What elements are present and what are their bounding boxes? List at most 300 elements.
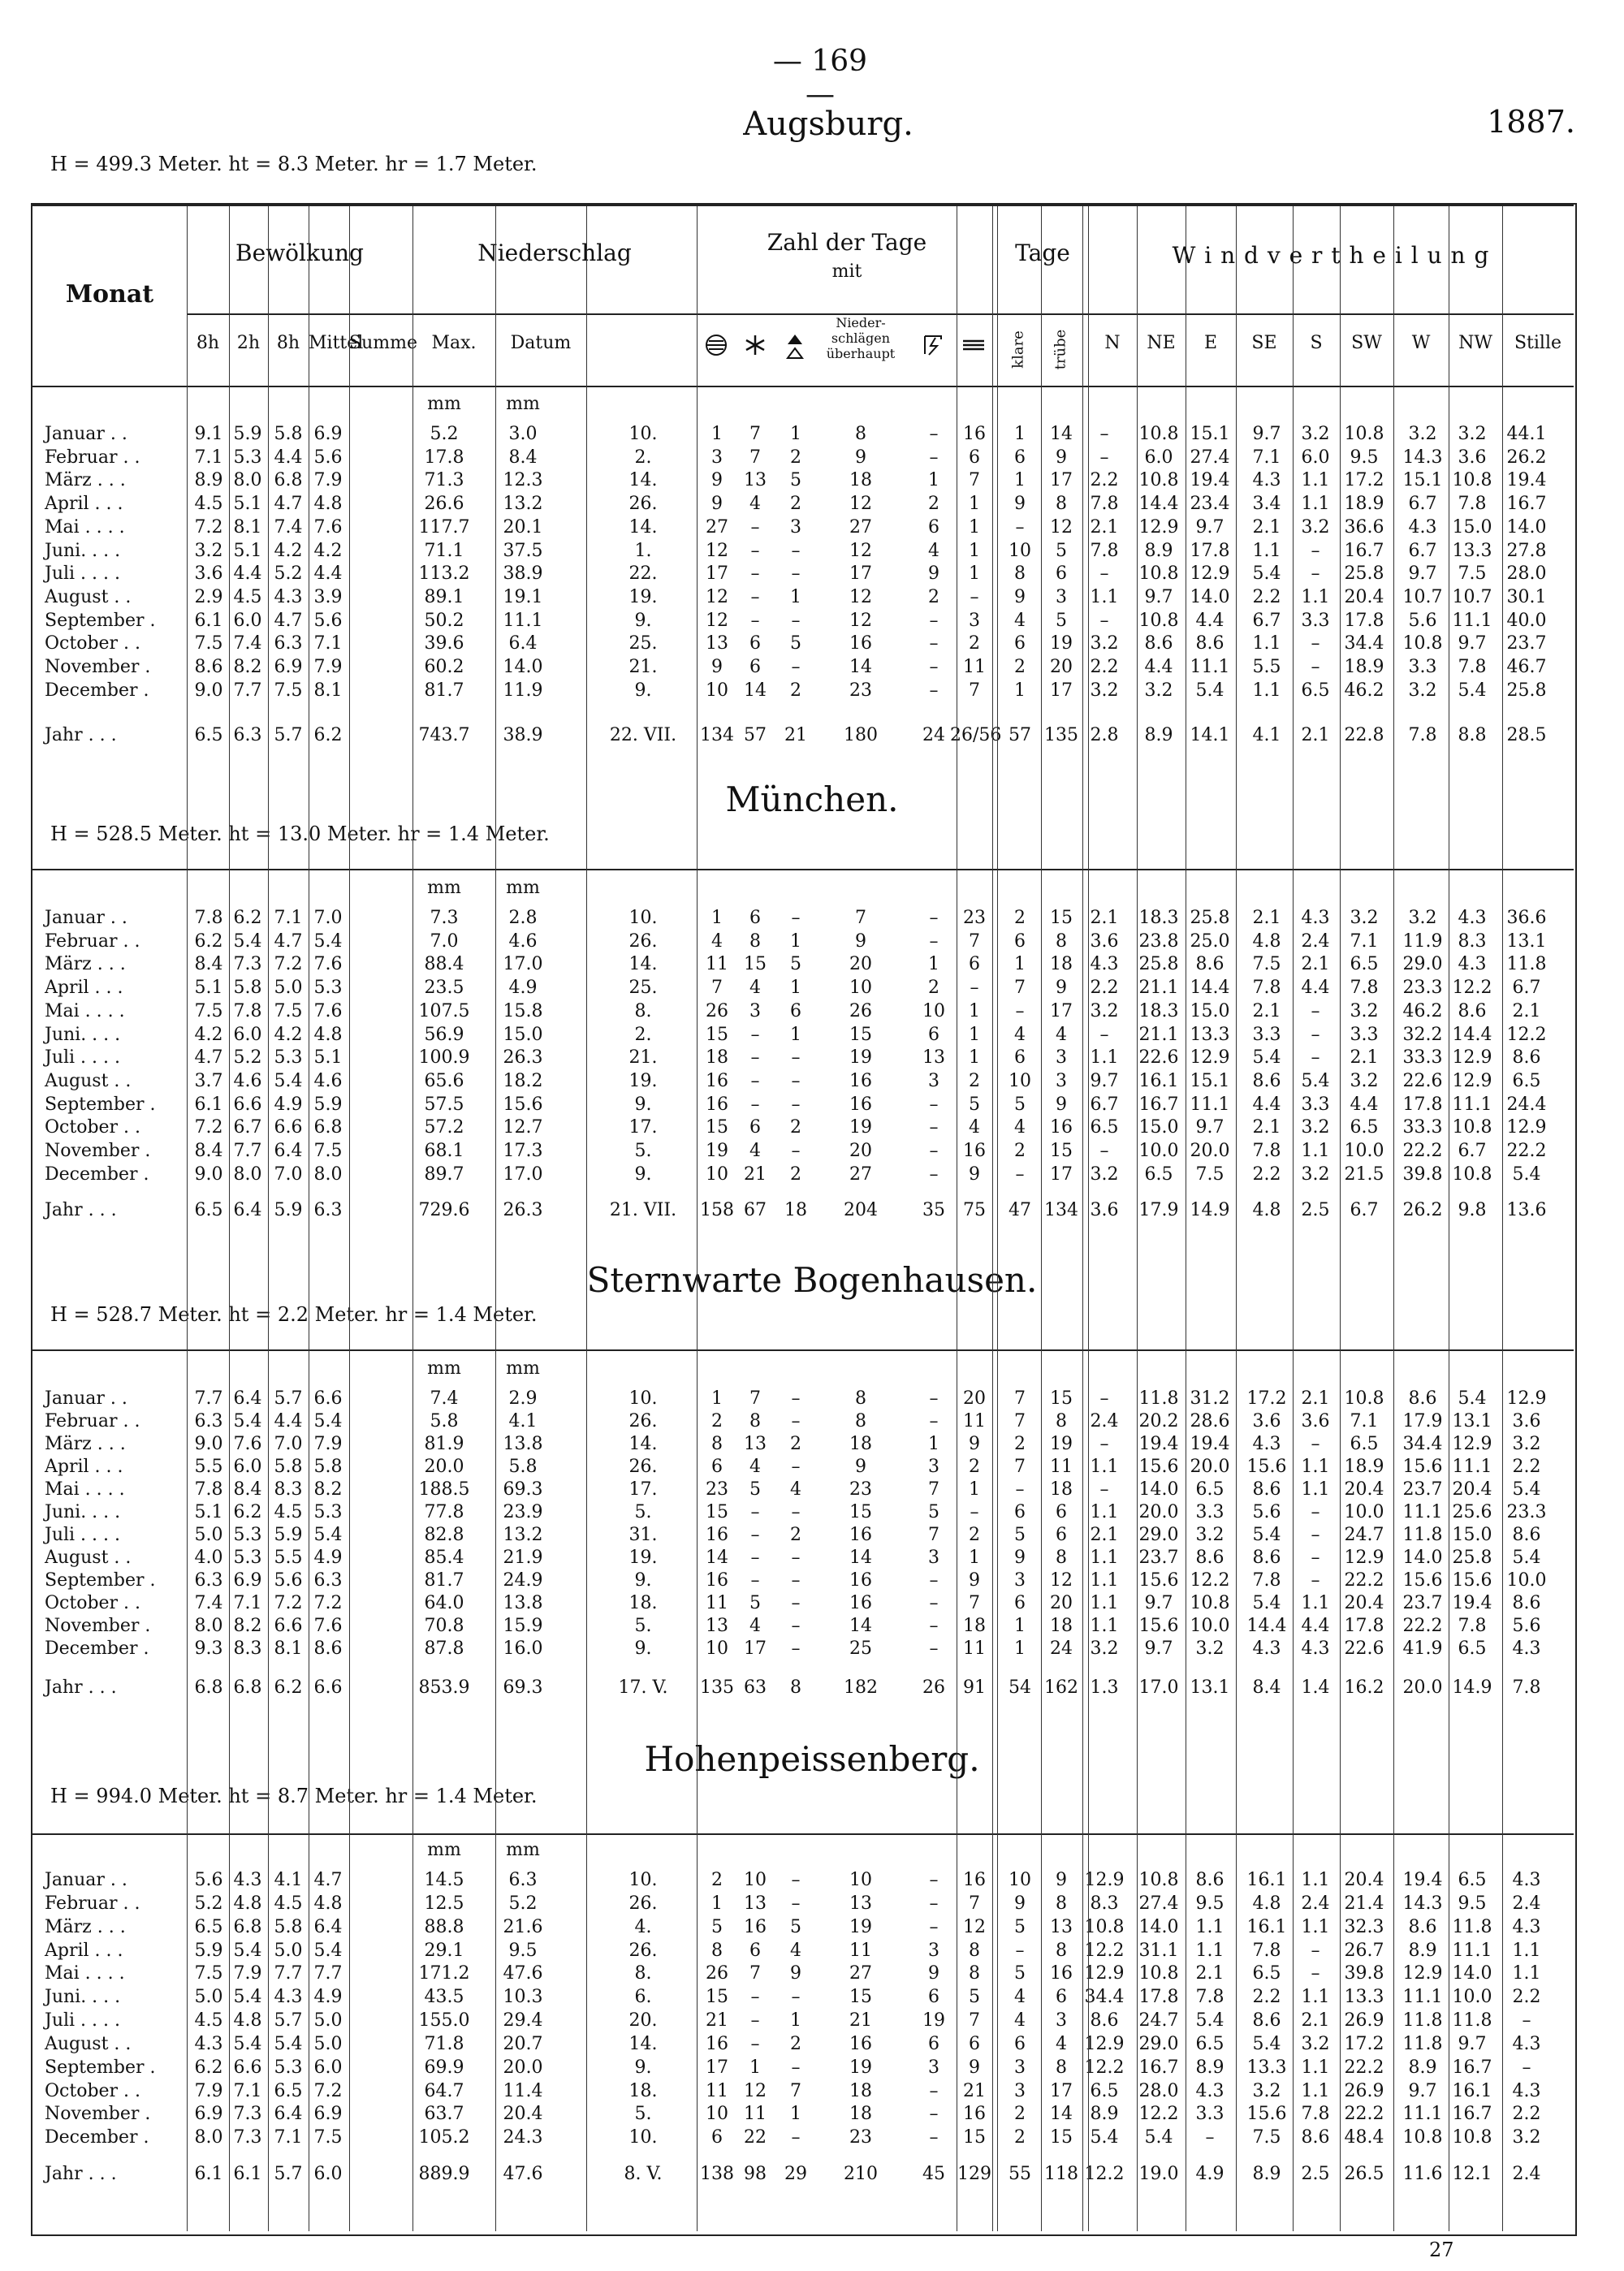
- table-cell: –: [750, 2010, 760, 2031]
- table-cell: 4.3: [1301, 1638, 1330, 1659]
- month-label: September .: [45, 610, 156, 631]
- table-cell: 71.8: [424, 2033, 464, 2054]
- table-cell: –: [1311, 1525, 1320, 1545]
- table-cell: 7: [928, 1525, 939, 1545]
- table-cell: 2.4: [1301, 930, 1330, 952]
- table-cell: 3.2: [1350, 908, 1379, 928]
- table-cell: 10.8: [1084, 1916, 1125, 1937]
- table-cell: 17: [744, 1638, 767, 1659]
- table-cell: 5: [749, 1593, 761, 1613]
- table-cell: 3.6: [1458, 447, 1487, 468]
- table-cell: 15: [706, 1024, 728, 1045]
- table-cell: 9.: [634, 610, 652, 631]
- table-cell: 3.2: [1512, 2127, 1541, 2148]
- table-cell: 7.1: [194, 447, 223, 468]
- table-cell: 15.6: [1452, 1570, 1492, 1591]
- table-cell: 6.9: [313, 2104, 343, 2125]
- table-cell: 12.9: [1138, 516, 1179, 538]
- table-cell: 7.4: [233, 633, 262, 654]
- year-total-cell: 26.3: [503, 1200, 543, 1220]
- table-cell: 18: [706, 1047, 728, 1069]
- table-cell: 14: [849, 657, 872, 677]
- table-cell: 4: [969, 1117, 980, 1138]
- table-cell: 5.8: [430, 1411, 459, 1431]
- table-cell: 4.7: [313, 1870, 343, 1890]
- sub-8h-evening: 8h: [276, 333, 300, 353]
- grid-line: [349, 206, 350, 2231]
- table-cell: 5.6: [1408, 610, 1437, 631]
- table-cell: 4: [1014, 1117, 1026, 1138]
- table-cell: 13.8: [503, 1434, 543, 1454]
- table-cell: 21.1: [1138, 1024, 1179, 1045]
- year-total-cell: 16.2: [1344, 1677, 1384, 1698]
- table-cell: 10.8: [1138, 424, 1179, 444]
- table-cell: 19.4: [1138, 1434, 1179, 1454]
- table-cell: 4.2: [274, 540, 303, 561]
- table-cell: 19.4: [1190, 1434, 1230, 1454]
- table-cell: 17: [1050, 2080, 1073, 2101]
- table-cell: 6.8: [233, 1916, 262, 1937]
- table-cell: 8.0: [194, 2127, 223, 2148]
- table-cell: –: [750, 1094, 760, 1115]
- table-cell: –: [1311, 633, 1320, 654]
- table-cell: 3.2: [1252, 2080, 1281, 2101]
- sub-wind-stille: Stille: [1514, 333, 1562, 353]
- unit-summe: mm: [427, 394, 461, 414]
- table-cell: 10.8: [1344, 424, 1384, 444]
- table-cell: 20: [1050, 657, 1073, 677]
- table-cell: 16: [849, 1593, 872, 1613]
- table-cell: 1.1: [1252, 633, 1281, 654]
- table-cell: 2.8: [508, 908, 538, 928]
- table-cell: 15: [849, 1987, 872, 2008]
- table-cell: 5.4: [313, 1525, 343, 1545]
- table-cell: 8: [711, 1434, 723, 1454]
- table-cell: 13.8: [503, 1593, 543, 1613]
- table-cell: –: [929, 930, 939, 952]
- table-cell: 7.6: [313, 954, 343, 975]
- table-cell: 2: [1014, 1141, 1026, 1161]
- table-cell: 9.7: [1195, 516, 1224, 538]
- month-label: Juni. . . .: [45, 1024, 121, 1045]
- table-cell: 8.6: [1195, 1548, 1224, 1568]
- table-cell: 64.7: [424, 2080, 464, 2101]
- month-label: Februar . .: [45, 930, 140, 952]
- table-cell: 15.1: [1190, 424, 1230, 444]
- table-cell: 7.1: [1350, 930, 1379, 952]
- table-cell: 16: [706, 1070, 728, 1091]
- table-cell: 7.3: [233, 2127, 262, 2148]
- table-cell: 5.9: [313, 1094, 343, 1115]
- table-cell: 23.3: [1402, 978, 1443, 999]
- table-cell: 71.3: [424, 470, 464, 491]
- table-cell: 12: [744, 2080, 767, 2101]
- table-cell: 6.5: [1195, 2033, 1224, 2054]
- table-cell: 4.6: [233, 1070, 262, 1091]
- table-cell: 15: [706, 1987, 728, 2008]
- table-cell: 6.5: [274, 2080, 303, 2101]
- table-cell: 6.5: [1195, 1479, 1224, 1500]
- grid-line: [1293, 206, 1294, 2231]
- table-cell: 12: [849, 540, 872, 561]
- table-cell: 1: [749, 2057, 761, 2078]
- table-cell: 7.8: [1252, 1570, 1281, 1591]
- table-cell: –: [1015, 1164, 1025, 1185]
- table-cell: 6.0: [1301, 447, 1330, 468]
- table-cell: 10.8: [1138, 470, 1179, 491]
- table-cell: 15.6: [1246, 1457, 1287, 1477]
- table-cell: 6: [928, 1987, 939, 2008]
- table-cell: 20.0: [1138, 1502, 1179, 1522]
- table-cell: 4.3: [1512, 2080, 1541, 2101]
- table-cell: 1: [969, 1479, 980, 1500]
- table-cell: 11.9: [503, 680, 543, 701]
- table-cell: 13.1: [1506, 930, 1547, 952]
- year-total-cell: 17.0: [1138, 1677, 1179, 1698]
- table-cell: 8.6: [1301, 2127, 1330, 2148]
- table-cell: 25.8: [1190, 908, 1230, 928]
- table-cell: 69.3: [503, 1479, 543, 1500]
- year-total-cell: 6.1: [194, 2164, 223, 2184]
- table-cell: 4.3: [1408, 516, 1437, 538]
- table-cell: 6.5: [1350, 1117, 1379, 1138]
- table-cell: 27.4: [1190, 447, 1230, 468]
- table-cell: 3.2: [1301, 424, 1330, 444]
- table-cell: 48.4: [1344, 2127, 1384, 2148]
- table-cell: 9: [1056, 447, 1067, 468]
- header-zahl-mit: mit: [831, 261, 862, 282]
- table-cell: 1: [969, 563, 980, 585]
- table-cell: 8.9: [1090, 2104, 1119, 2125]
- table-cell: 3.2: [1090, 633, 1119, 654]
- table-cell: 7.1: [313, 633, 343, 654]
- table-cell: 4.4: [1350, 1094, 1379, 1115]
- table-cell: 3.2: [1090, 1000, 1119, 1021]
- month-label: November .: [45, 2104, 151, 2125]
- header-monat: Monat: [65, 280, 154, 309]
- table-cell: 4.7: [274, 610, 303, 631]
- table-cell: 7.2: [274, 1593, 303, 1613]
- table-cell: 5.6: [1252, 1502, 1281, 1522]
- month-label: Januar . .: [45, 424, 127, 444]
- table-cell: 9.: [634, 1094, 652, 1115]
- table-cell: 14.3: [1402, 1893, 1443, 1914]
- table-cell: 25.0: [1190, 930, 1230, 952]
- table-cell: 7.1: [233, 1593, 262, 1613]
- table-cell: 10: [706, 1638, 728, 1659]
- table-cell: 26.: [628, 1940, 658, 1961]
- table-cell: –: [791, 1502, 801, 1522]
- table-cell: –: [791, 1457, 801, 1477]
- grid-line: [1137, 206, 1138, 2231]
- table-cell: 18.3: [1138, 908, 1179, 928]
- table-cell: 10: [849, 978, 872, 999]
- table-cell: 20.7: [503, 2033, 543, 2054]
- table-cell: 22.6: [1344, 1638, 1384, 1659]
- year-total-cell: 6.4: [233, 1200, 262, 1220]
- table-cell: 6.7: [1090, 1094, 1119, 1115]
- month-label: Mai . . . .: [45, 1000, 125, 1021]
- table-cell: 5.4: [1512, 1479, 1541, 1500]
- table-cell: 28.6: [1190, 1411, 1230, 1431]
- table-cell: 5: [1056, 540, 1067, 561]
- table-cell: 7.7: [313, 1963, 343, 1984]
- table-cell: 2.: [634, 447, 652, 468]
- month-label: September .: [45, 1570, 156, 1591]
- table-cell: 26.6: [424, 494, 464, 515]
- table-cell: 20.0: [1190, 1457, 1230, 1477]
- table-cell: –: [929, 1388, 939, 1409]
- table-cell: 7: [969, 680, 980, 701]
- table-cell: 5.1: [233, 540, 262, 561]
- table-cell: –: [929, 2127, 939, 2148]
- table-cell: 4: [1014, 1987, 1026, 2008]
- table-cell: 1.1: [1301, 1870, 1330, 1890]
- table-cell: 2: [969, 1525, 980, 1545]
- table-cell: 6.4: [508, 633, 538, 654]
- table-cell: 15.1: [1190, 1070, 1230, 1091]
- table-cell: 7.8: [1252, 1141, 1281, 1161]
- table-cell: 19.: [628, 1548, 658, 1568]
- table-cell: 11.1: [503, 610, 543, 631]
- table-cell: 4.9: [313, 1548, 343, 1568]
- table-cell: 9.: [634, 680, 652, 701]
- table-cell: 6.5: [1090, 2080, 1119, 2101]
- year-total-cell: 14.1: [1190, 725, 1230, 745]
- table-cell: 24.9: [503, 1570, 543, 1591]
- table-cell: 2.9: [194, 586, 223, 607]
- table-cell: 8.6: [1408, 1916, 1437, 1937]
- table-cell: 21.1: [1138, 978, 1179, 999]
- table-cell: 10.0: [1452, 1987, 1492, 2008]
- table-cell: 4: [749, 1457, 761, 1477]
- table-top-rule: [32, 205, 1574, 206]
- table-cell: 19: [849, 1916, 872, 1937]
- table-cell: 27.4: [1138, 1893, 1179, 1914]
- section-params: H = 528.5 Meter. ht = 13.0 Meter. hr = 1.4 Meter.: [50, 822, 550, 845]
- table-cell: 9: [969, 1164, 980, 1185]
- section-params: H = 499.3 Meter. ht = 8.3 Meter. hr = 1.7 Meter.: [50, 153, 538, 175]
- table-cell: 2: [790, 680, 801, 701]
- table-cell: 4.4: [1144, 657, 1173, 677]
- table-cell: 6: [1056, 1987, 1067, 2008]
- header-windvertheilung: W i n d v e r t h e i l u n g: [1172, 242, 1490, 269]
- year-total-cell: 98: [744, 2164, 767, 2184]
- table-cell: –: [970, 586, 979, 607]
- table-cell: 9.7: [1458, 633, 1487, 654]
- table-cell: 6: [749, 657, 761, 677]
- table-cell: 4: [1056, 2033, 1067, 2054]
- year-total-cell: 11.6: [1402, 2164, 1443, 2184]
- sub-niederschlag-uberhaupt: Nieder- schlägen überhaupt: [826, 315, 896, 361]
- table-cell: 5: [1056, 610, 1067, 631]
- year-total-cell: 6.5: [194, 725, 223, 745]
- table-cell: 8.6: [1512, 1525, 1541, 1545]
- table-cell: 2: [790, 2033, 801, 2054]
- year-total-cell: 26: [922, 1677, 945, 1698]
- table-cell: 11: [744, 2104, 767, 2125]
- month-label: October . .: [45, 1593, 141, 1613]
- table-cell: 33.3: [1402, 1047, 1443, 1069]
- unit-summe: mm: [427, 878, 461, 898]
- table-cell: 15.0: [1452, 516, 1492, 538]
- table-cell: 5.0: [274, 1940, 303, 1961]
- table-cell: –: [929, 610, 939, 631]
- table-cell: 3.2: [1301, 1164, 1330, 1185]
- table-cell: 23.5: [424, 978, 464, 999]
- table-cell: 6.0: [313, 2057, 343, 2078]
- table-cell: 2.1: [1090, 1525, 1119, 1545]
- table-cell: 18.2: [503, 1070, 543, 1091]
- frost-icon: [961, 333, 987, 359]
- table-cell: –: [1205, 2127, 1215, 2148]
- table-cell: 10.8: [1138, 1870, 1179, 1890]
- table-cell: 14.0: [1506, 516, 1547, 538]
- table-cell: 4.: [634, 1916, 652, 1937]
- table-cell: 2.1: [1090, 908, 1119, 928]
- section-title: Hohenpeissenberg.: [644, 1739, 980, 1779]
- month-label: Januar . .: [45, 1870, 127, 1890]
- table-cell: 13.2: [503, 494, 543, 515]
- table-cell: 12: [1050, 516, 1073, 538]
- table-cell: 9.: [634, 1570, 652, 1591]
- table-cell: 3.3: [1252, 1024, 1281, 1045]
- table-cell: –: [750, 2033, 760, 2054]
- table-cell: 22.6: [1402, 1070, 1443, 1091]
- year-total-cell: 7.8: [1512, 1677, 1541, 1698]
- table-cell: 8.9: [194, 470, 223, 491]
- table-cell: –: [750, 1502, 760, 1522]
- table-cell: 81.7: [424, 680, 464, 701]
- table-cell: 7.3: [233, 954, 262, 975]
- year-total-cell: 135: [1044, 725, 1078, 745]
- table-cell: 15: [849, 1024, 872, 1045]
- table-cell: 26.3: [503, 1047, 543, 1069]
- table-cell: 7.1: [274, 908, 303, 928]
- table-cell: 8: [969, 1963, 980, 1984]
- table-cell: 27: [706, 516, 728, 538]
- table-cell: 89.7: [424, 1164, 464, 1185]
- year-total-cell: 13.1: [1190, 1677, 1230, 1698]
- table-cell: 1.1: [1090, 1593, 1119, 1613]
- table-cell: 16.7: [1138, 2057, 1179, 2078]
- table-cell: 1.1: [1090, 1570, 1119, 1591]
- table-cell: 5.8: [313, 1457, 343, 1477]
- table-cell: 8.0: [313, 1164, 343, 1185]
- table-cell: 10.: [628, 1388, 658, 1409]
- table-cell: –: [1311, 1502, 1320, 1522]
- table-cell: 82.8: [424, 1525, 464, 1545]
- table-cell: –: [791, 1047, 801, 1069]
- table-cell: 20.: [628, 2010, 658, 2031]
- table-cell: 7.8: [1252, 1940, 1281, 1961]
- table-cell: 7.0: [313, 908, 343, 928]
- table-cell: 7.8: [194, 1479, 223, 1500]
- table-cell: 14.4: [1138, 494, 1179, 515]
- table-cell: 68.1: [424, 1141, 464, 1161]
- table-cell: 3.6: [1090, 930, 1119, 952]
- table-cell: 5.4: [1301, 1070, 1330, 1091]
- table-cell: 7.5: [194, 1963, 223, 1984]
- table-cell: –: [1311, 657, 1320, 677]
- table-cell: 14.0: [1138, 1916, 1179, 1937]
- table-cell: 9: [1056, 1094, 1067, 1115]
- year-total-cell: 6.8: [233, 1677, 262, 1698]
- table-cell: 23: [849, 680, 872, 701]
- table-cell: 5.8: [508, 1457, 538, 1477]
- table-cell: –: [929, 680, 939, 701]
- month-label: Juni. . . .: [45, 1987, 121, 2008]
- table-cell: –: [1015, 516, 1025, 538]
- year-total-cell: 13.6: [1506, 1200, 1547, 1220]
- year-total-cell: 14.9: [1190, 1200, 1230, 1220]
- table-cell: 4: [790, 1479, 801, 1500]
- table-cell: 6.5: [1512, 1070, 1541, 1091]
- table-cell: 6.2: [233, 1502, 262, 1522]
- table-cell: 14: [1050, 2104, 1073, 2125]
- month-label: October . .: [45, 633, 141, 654]
- table-cell: 5: [790, 1916, 801, 1937]
- table-cell: 16: [849, 1070, 872, 1091]
- table-cell: 6.3: [194, 1411, 223, 1431]
- table-cell: 10: [1009, 1070, 1031, 1091]
- table-cell: 1.1: [1301, 1141, 1330, 1161]
- table-cell: 9.3: [194, 1638, 223, 1659]
- table-cell: 8.9: [1408, 2057, 1437, 2078]
- table-cell: 19.4: [1190, 470, 1230, 491]
- table-cell: –: [1311, 540, 1320, 561]
- table-cell: 15.6: [503, 1094, 543, 1115]
- table-cell: 2: [790, 1525, 801, 1545]
- table-cell: 18: [1050, 954, 1073, 975]
- table-cell: 56.9: [424, 1024, 464, 1045]
- table-cell: 6.: [634, 1987, 652, 2008]
- table-cell: 11: [706, 1593, 728, 1613]
- table-cell: 5.1: [313, 1047, 343, 1069]
- table-cell: 4.5: [194, 494, 223, 515]
- table-cell: 6.7: [1252, 610, 1281, 631]
- table-cell: 3: [1014, 2057, 1026, 2078]
- table-cell: 23: [849, 2127, 872, 2148]
- table-cell: 113.2: [418, 563, 470, 585]
- table-cell: 17.8: [1138, 1987, 1179, 2008]
- table-cell: 5.4: [233, 1411, 262, 1431]
- table-cell: 1: [711, 908, 723, 928]
- table-cell: –: [791, 1987, 801, 2008]
- sub-wind-se: SE: [1251, 333, 1277, 353]
- table-cell: –: [929, 1411, 939, 1431]
- table-cell: 1.1: [1301, 1987, 1330, 2008]
- year-total-cell: 162: [1044, 1677, 1078, 1698]
- table-cell: 3.2: [1458, 424, 1487, 444]
- table-cell: –: [929, 1117, 939, 1138]
- month-label: April . . .: [45, 1457, 123, 1477]
- table-cell: 7.7: [194, 1388, 223, 1409]
- table-cell: 10.: [628, 908, 658, 928]
- year-total-cell: 26/56: [950, 725, 1002, 745]
- table-cell: 8: [1014, 563, 1026, 585]
- table-cell: 27: [849, 1963, 872, 1984]
- table-cell: 18: [849, 2080, 872, 2101]
- year-total-cell: 3.6: [1090, 1200, 1119, 1220]
- table-cell: 3: [928, 2057, 939, 2078]
- grid-line: [1088, 206, 1089, 2231]
- table-cell: 6: [1014, 1593, 1026, 1613]
- year-total-cell: 57: [744, 725, 767, 745]
- table-cell: 13.3: [1344, 1987, 1384, 2008]
- table-cell: 3.3: [1301, 610, 1330, 631]
- table-cell: 11.8: [1452, 1916, 1492, 1937]
